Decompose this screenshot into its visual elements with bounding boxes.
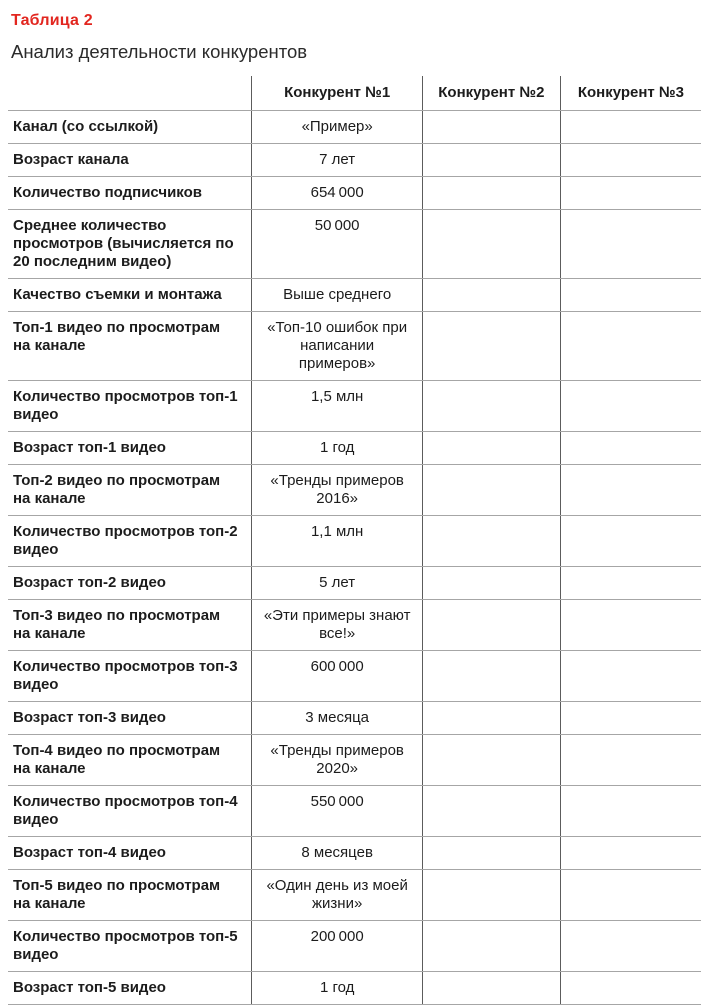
table-row — [8, 465, 701, 516]
row-value-competitor-3 — [560, 312, 701, 381]
table-row — [8, 177, 701, 210]
row-value-competitor-2 — [422, 465, 560, 516]
row-label: Топ-3 видео по просмотрам на канале — [8, 600, 252, 651]
row-value-competitor-3 — [560, 972, 701, 1005]
row-label: Количество просмотров топ-4 видео — [8, 786, 252, 837]
row-value-competitor-1: 50 000 — [252, 210, 422, 279]
row-value-competitor-1: 7 лет — [252, 144, 422, 177]
row-value-competitor-2 — [422, 516, 560, 567]
row-value-competitor-2 — [422, 279, 560, 312]
row-label: Топ-5 видео по просмотрам на канале — [8, 870, 252, 921]
row-value-competitor-3 — [560, 432, 701, 465]
header-cell-competitor-2: Конкурент №2 — [422, 76, 560, 111]
row-value-competitor-3 — [560, 210, 701, 279]
table-row — [8, 312, 701, 381]
row-label: Количество подписчиков — [8, 177, 252, 210]
table-row — [8, 144, 701, 177]
row-label: Топ-1 видео по просмотрам на канале — [8, 312, 252, 381]
table-row — [8, 702, 701, 735]
row-value-competitor-1: 200 000 — [252, 921, 422, 972]
row-value-competitor-1: «Тренды примеров 2020» — [252, 735, 422, 786]
row-value-competitor-3 — [560, 786, 701, 837]
row-value-competitor-1: «Эти примеры знают все!» — [252, 600, 422, 651]
row-value-competitor-2 — [422, 432, 560, 465]
header-cell-competitor-1: Конкурент №1 — [252, 76, 422, 111]
row-value-competitor-2 — [422, 972, 560, 1005]
row-value-competitor-3 — [560, 702, 701, 735]
row-label: Возраст топ-1 видео — [8, 432, 252, 465]
row-value-competitor-1: 1 год — [252, 972, 422, 1005]
row-value-competitor-2 — [422, 651, 560, 702]
row-label: Среднее количество просмотров (вычисляется по 20 последним видео) — [8, 210, 252, 279]
competitor-analysis-table — [8, 76, 701, 1005]
row-value-competitor-1: 1,1 млн — [252, 516, 422, 567]
row-label: Топ-4 видео по просмотрам на канале — [8, 735, 252, 786]
row-label: Количество просмотров топ-1 видео — [8, 381, 252, 432]
header-cell-empty — [8, 76, 252, 111]
row-value-competitor-1: 654 000 — [252, 177, 422, 210]
table-row — [8, 279, 701, 312]
row-value-competitor-1: «Один день из моей жизни» — [252, 870, 422, 921]
row-value-competitor-1: «Тренды примеров 2016» — [252, 465, 422, 516]
row-value-competitor-3 — [560, 651, 701, 702]
row-value-competitor-1: 8 месяцев — [252, 837, 422, 870]
row-value-competitor-2 — [422, 567, 560, 600]
row-value-competitor-2 — [422, 111, 560, 144]
table-row — [8, 600, 701, 651]
row-value-competitor-3 — [560, 381, 701, 432]
row-label: Возраст топ-3 видео — [8, 702, 252, 735]
row-value-competitor-3 — [560, 567, 701, 600]
row-value-competitor-3 — [560, 735, 701, 786]
table-row — [8, 837, 701, 870]
row-value-competitor-3 — [560, 465, 701, 516]
row-value-competitor-1: 1,5 млн — [252, 381, 422, 432]
row-value-competitor-1: 600 000 — [252, 651, 422, 702]
row-label: Возраст топ-4 видео — [8, 837, 252, 870]
row-value-competitor-2 — [422, 702, 560, 735]
row-value-competitor-3 — [560, 837, 701, 870]
table-row — [8, 111, 701, 144]
row-value-competitor-2 — [422, 144, 560, 177]
row-value-competitor-2 — [422, 921, 560, 972]
row-value-competitor-3 — [560, 600, 701, 651]
row-label: Возраст топ-5 видео — [8, 972, 252, 1005]
row-value-competitor-1: Выше среднего — [252, 279, 422, 312]
table-row — [8, 870, 701, 921]
table-row — [8, 735, 701, 786]
row-label: Качество съемки и монтажа — [8, 279, 252, 312]
row-value-competitor-3 — [560, 144, 701, 177]
row-label: Топ-2 видео по просмотрам на канале — [8, 465, 252, 516]
row-label: Возраст топ-2 видео — [8, 567, 252, 600]
table-row — [8, 432, 701, 465]
row-value-competitor-2 — [422, 210, 560, 279]
row-value-competitor-1: 3 месяца — [252, 702, 422, 735]
row-value-competitor-1: «Топ-10 ошибок при написании примеров» — [252, 312, 422, 381]
table-row — [8, 567, 701, 600]
row-label: Возраст канала — [8, 144, 252, 177]
table-row — [8, 786, 701, 837]
row-value-competitor-2 — [422, 870, 560, 921]
table-row — [8, 381, 701, 432]
row-value-competitor-2 — [422, 312, 560, 381]
row-value-competitor-3 — [560, 516, 701, 567]
header-row — [8, 76, 701, 111]
table-row — [8, 972, 701, 1005]
row-value-competitor-2 — [422, 381, 560, 432]
row-value-competitor-3 — [560, 111, 701, 144]
table-row — [8, 516, 701, 567]
row-value-competitor-2 — [422, 786, 560, 837]
table-row — [8, 651, 701, 702]
row-label: Количество просмотров топ-2 видео — [8, 516, 252, 567]
table-title: Анализ деятельности конкурентов — [11, 41, 308, 62]
row-value-competitor-2 — [422, 177, 560, 210]
row-value-competitor-1: 1 год — [252, 432, 422, 465]
table-row — [8, 921, 701, 972]
row-label: Количество просмотров топ-5 видео — [8, 921, 252, 972]
row-value-competitor-3 — [560, 177, 701, 210]
row-value-competitor-2 — [422, 735, 560, 786]
row-value-competitor-3 — [560, 279, 701, 312]
row-value-competitor-3 — [560, 870, 701, 921]
row-value-competitor-3 — [560, 921, 701, 972]
row-label: Канал (со ссылкой) — [8, 111, 252, 144]
row-value-competitor-1: 5 лет — [252, 567, 422, 600]
row-value-competitor-1: «Пример» — [252, 111, 422, 144]
row-value-competitor-2 — [422, 600, 560, 651]
table-number-caption: Таблица 2 — [11, 12, 93, 29]
row-value-competitor-1: 550 000 — [252, 786, 422, 837]
row-value-competitor-2 — [422, 837, 560, 870]
row-label: Количество просмотров топ-3 видео — [8, 651, 252, 702]
header-cell-competitor-3: Конкурент №3 — [560, 76, 701, 111]
table-row — [8, 210, 701, 279]
